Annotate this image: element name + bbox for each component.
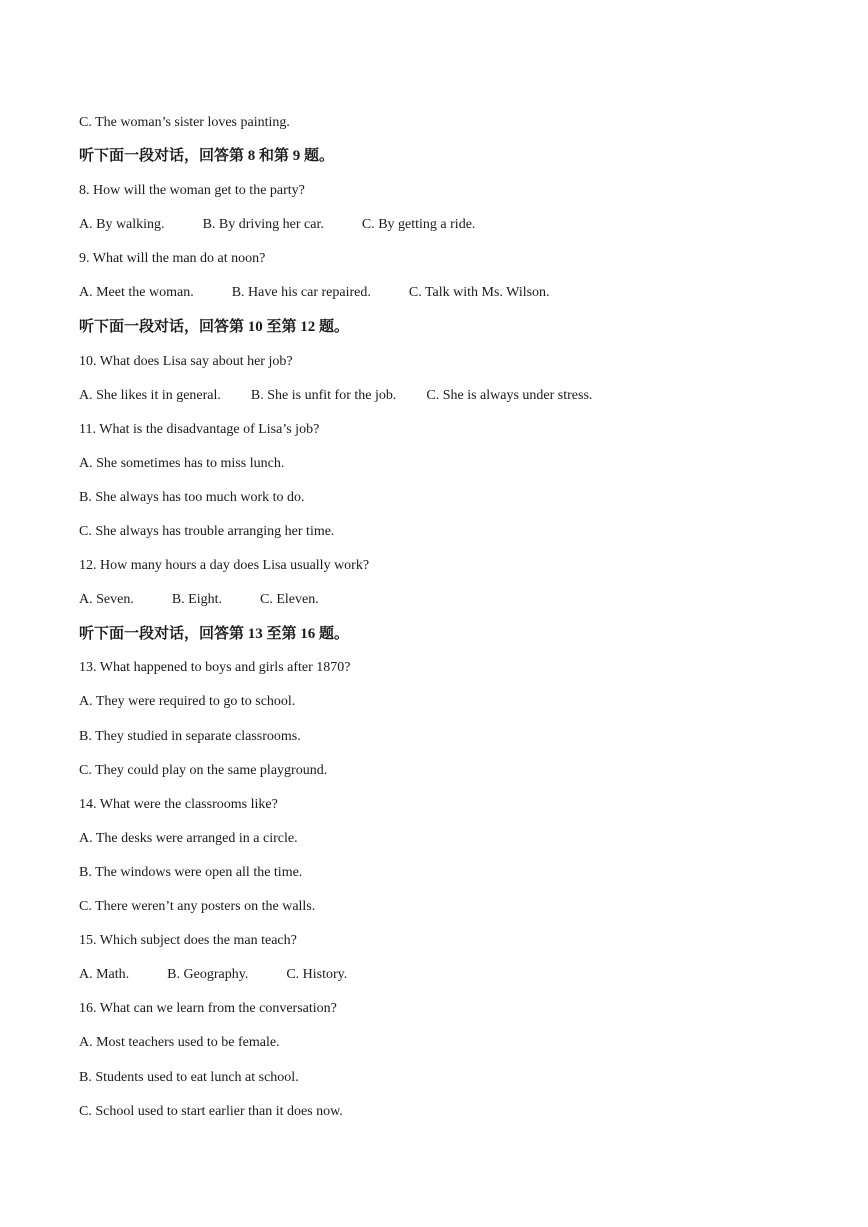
option-9a: A. Meet the woman. (79, 285, 194, 300)
option-13a: A. They were required to go to school. (79, 694, 296, 709)
option-12c: C. Eleven. (260, 592, 319, 607)
option-15b: B. Geography. (167, 967, 249, 982)
option-16b: B. Students used to eat lunch at school. (79, 1070, 299, 1085)
option-11c: C. She always has trouble arranging her time. (79, 524, 335, 539)
option-9c: C. Talk with Ms. Wilson. (408, 285, 550, 300)
option-14b: B. The windows were open all the time. (79, 865, 303, 880)
question-11: 11. What is the disadvantage of Lisa’s job? (79, 422, 320, 437)
option-12a: A. Seven. (79, 592, 134, 607)
question-10: 10. What does Lisa say about her job? (79, 354, 293, 369)
option-9b: B. Have his car repaired. (231, 285, 371, 300)
option-7c: C. The woman’s sister loves painting. (79, 115, 290, 130)
option-8b: B. By driving her car. (202, 217, 324, 232)
question-14: 14. What were the classrooms like? (79, 797, 278, 812)
option-15c: C. History. (286, 967, 348, 982)
question-12: 12. How many hours a day does Lisa usually work? (79, 558, 370, 573)
question-13: 13. What happened to boys and girls after 1870? (79, 660, 351, 675)
option-8c: C. By getting a ride. (361, 217, 476, 232)
question-15: 15. Which subject does the man teach? (79, 933, 297, 948)
options-row-12 (79, 590, 319, 610)
section-heading-10-12: 听下面一段对话，回答第 10 至第 12 题。 (79, 319, 350, 335)
option-14a: A. The desks were arranged in a circle. (79, 831, 298, 846)
options-row-9 (79, 283, 550, 303)
option-12b: B. Eight. (171, 592, 222, 607)
question-16: 16. What can we learn from the conversation? (79, 1001, 337, 1016)
option-16c: C. School used to start earlier than it does now. (79, 1104, 343, 1119)
option-13b: B. They studied in separate classrooms. (79, 729, 301, 744)
option-11a: A. She sometimes has to miss lunch. (79, 456, 285, 471)
options-row-8 (79, 215, 475, 235)
option-15a: A. Math. (79, 967, 130, 982)
option-10a: A. She likes it in general. (79, 388, 221, 403)
question-9: 9. What will the man do at noon? (79, 251, 266, 266)
options-row-15 (79, 965, 347, 985)
option-11b: B. She always has too much work to do. (79, 490, 305, 505)
options-row-10 (79, 386, 592, 406)
question-8: 8. How will the woman get to the party? (79, 183, 305, 198)
section-heading-8-9: 听下面一段对话，回答第 8 和第 9 题。 (79, 148, 335, 164)
option-8a: A. By walking. (79, 217, 165, 232)
option-13c: C. They could play on the same playground. (79, 763, 328, 778)
option-10b: B. She is unfit for the job. (250, 388, 397, 403)
section-heading-13-16: 听下面一段对话，回答第 13 至第 16 题。 (79, 626, 350, 642)
option-16a: A. Most teachers used to be female. (79, 1035, 280, 1050)
option-10c: C. She is always under stress. (426, 388, 593, 403)
option-14c: C. There weren’t any posters on the walls. (79, 899, 316, 914)
